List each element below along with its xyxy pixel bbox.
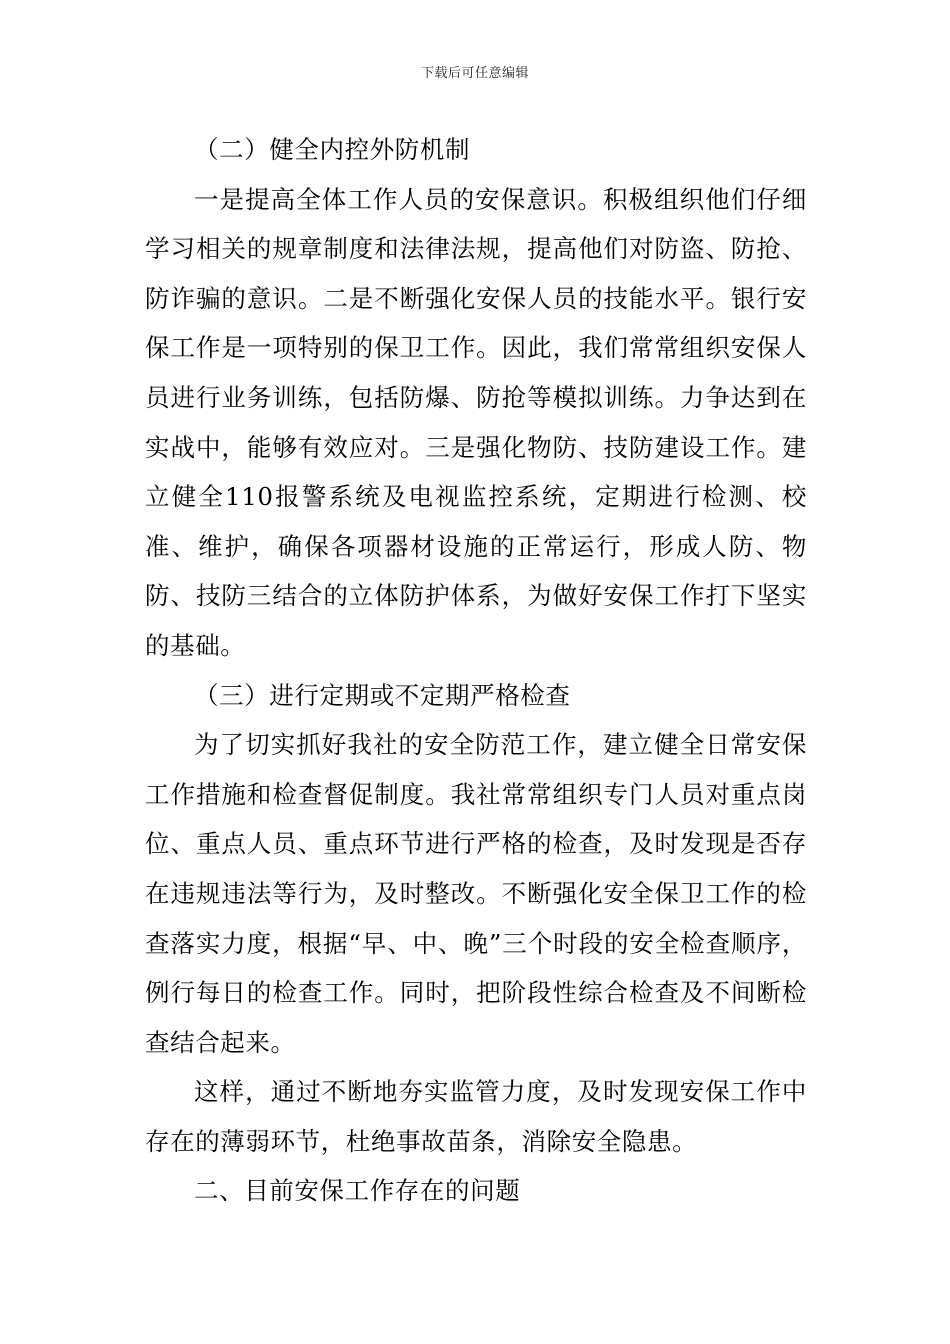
- page-header-note: 下载后可任意编辑: [420, 66, 529, 81]
- paragraph-summary: 这样，通过不断地夯实监管力度，及时发现安保工作中存在的薄弱环节，杜绝事故苗条，消除安全隐患。: [145, 1077, 807, 1156]
- section-heading-current-problems: 二、目前安保工作存在的问题: [194, 1176, 521, 1206]
- document-body: [145, 125, 807, 1216]
- section-heading-inspection: （三）进行定期或不定期严格检查: [194, 680, 571, 710]
- paragraph-inspection-details: 为了切实抓好我社的安全防范工作，建立健全日常安保工作措施和检查督促制度。我社常常组织专门人员对重点岗位、重点人员、重点环节进行严格的检查，及时发现是否存在违规违法等行为，及时整改。不断强化安全保卫工作的检查落实力度，根据“早、中、晚”三个时段的安全检查顺序，例行每日的检查工作。同时，把阶段性综合检查及不间断检查结合起来。: [145, 730, 807, 1057]
- section-heading-internal-control: （二）健全内控外防机制: [194, 135, 471, 164]
- paragraph-security-awareness: 一是提高全体工作人员的安保意识。积极组织他们仔细学习相关的规章制度和法律法规，提高他们对防盗、防抢、防诈骗的意识。二是不断强化安保人员的技能水平。银行安保工作是一项特别的保卫工作。因此，我们常常组织安保人员进行业务训练，包括防爆、防抢等模拟训练。力争达到在实战中，能够有效应对。三是强化物防、技防建设工作。建立健全110报警系统及电视监控系统，定期进行检测、校准、维护，确保各项器材设施的正常运行，形成人防、物防、技防三结合的立体防护体系，为做好安保工作打下坚实的基础。: [145, 184, 807, 660]
